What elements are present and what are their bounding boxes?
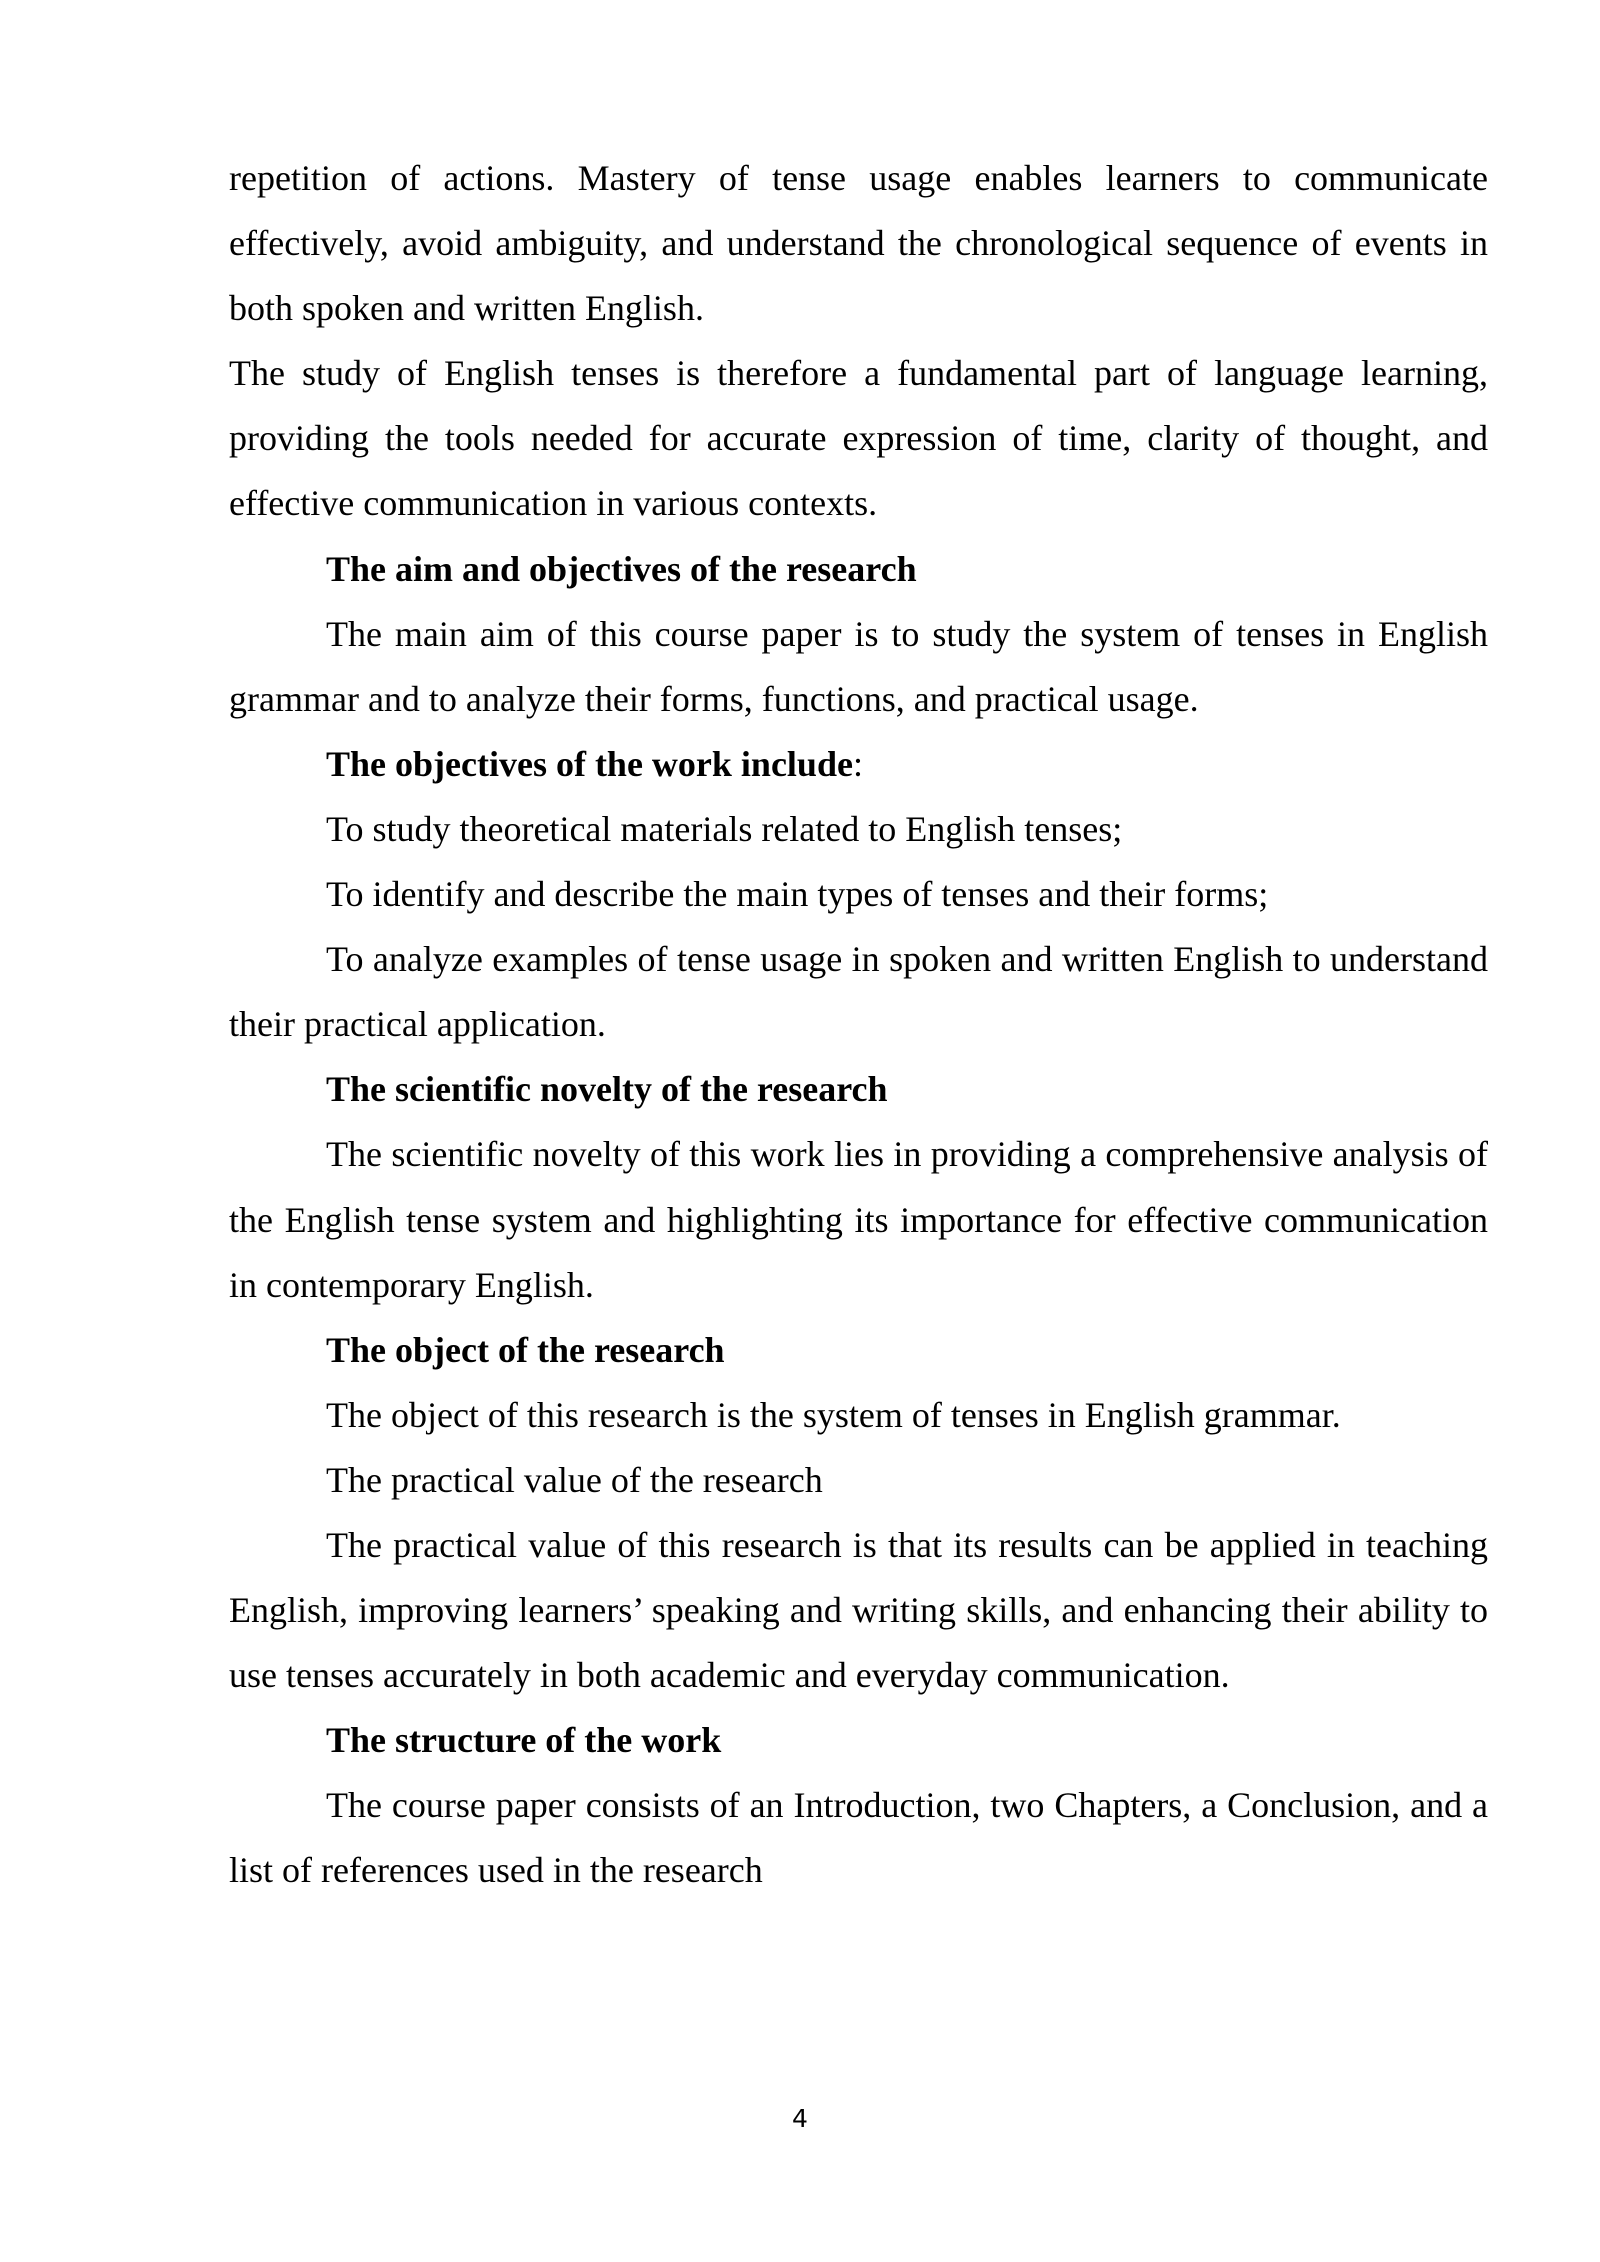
section-heading-text: The objectives of the work include bbox=[326, 743, 853, 784]
page-number: 4 bbox=[792, 2104, 808, 2133]
section-heading: The object of the research bbox=[326, 1329, 725, 1370]
paragraph: The course paper consists of an Introduction, two Chapters, a Conclusion, and a list of references used in the research bbox=[229, 1785, 1488, 1891]
list-item: To analyze examples of tense usage in spoken and written English to understand their practical application. bbox=[229, 939, 1488, 1045]
section-heading: The scientific novelty of the research bbox=[326, 1069, 888, 1110]
heading-colon: : bbox=[852, 743, 863, 784]
section-heading: The aim and objectives of the research bbox=[326, 548, 917, 589]
paragraph: The practical value of this research is that its results can be applied in teaching English, improving learners’ speaking and writing skills, and enhancing their ability to use tenses accurately in both academic and everyday communication. bbox=[229, 1524, 1488, 1696]
paragraph: The object of this research is the system of tenses in English grammar. bbox=[326, 1394, 1341, 1435]
paragraph: repetition of actions. Mastery of tense usage enables learners to communicate effectively, avoid ambiguity, and understand the chronological sequence of events in both spoken and written English. bbox=[229, 158, 1488, 329]
list-item: To study theoretical materials related to English tenses; bbox=[326, 808, 1123, 849]
paragraph: The main aim of this course paper is to study the system of tenses in English grammar and to analyze their forms, functions, and practical usage. bbox=[229, 613, 1488, 719]
page-body-text bbox=[229, 146, 1488, 1904]
list-item: To identify and describe the main types of tenses and their forms; bbox=[326, 874, 1269, 915]
paragraph: The study of English tenses is therefore a fundamental part of language learning, providing the tools needed for accurate expression of time, clarity of thought, and effective communication in various contexts. bbox=[229, 353, 1488, 524]
paragraph: The scientific novelty of this work lies in providing a comprehensive analysis of the English tense system and highlighting its importance for effective communication in contemporary English. bbox=[229, 1134, 1488, 1305]
section-heading bbox=[229, 732, 1488, 797]
section-heading: The structure of the work bbox=[326, 1720, 722, 1761]
section-subtitle: The practical value of the research bbox=[326, 1459, 823, 1500]
